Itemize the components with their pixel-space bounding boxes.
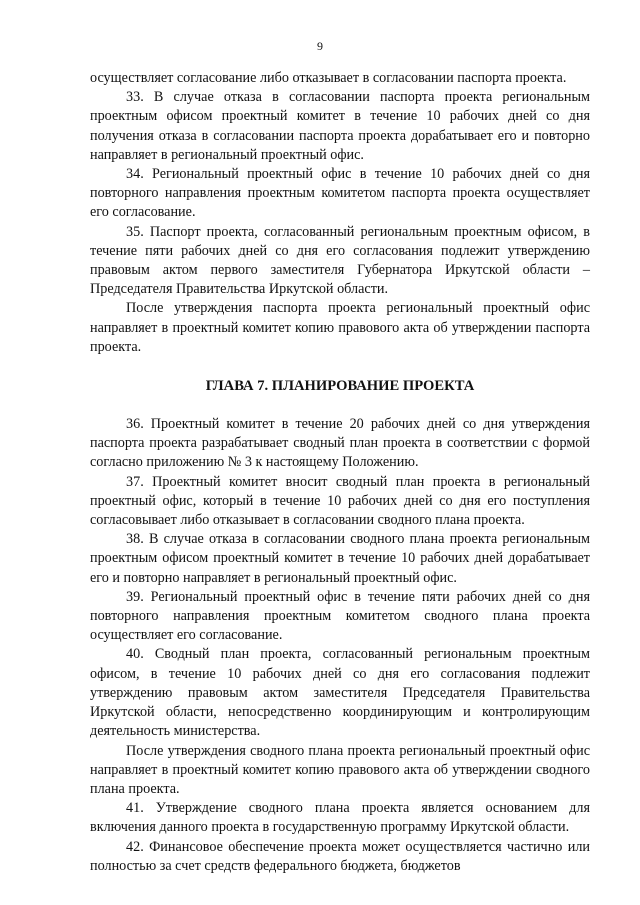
paragraph: 42. Финансовое обеспечение проекта может осуществляется частично или полностью за счет средств федерального бюджета, бюджетов bbox=[90, 838, 590, 874]
paragraph: 39. Региональный проектный офис в течение пяти рабочих дней со дня повторного направления проектным комитетом сводного плана проекта осуществляет его согласование. bbox=[90, 588, 590, 644]
paragraph: После утверждения паспорта проекта региональный проектный офис направляет в проектный комитет копию правового акта об утверждении паспорта проекта. bbox=[90, 300, 590, 355]
paragraph: 34. Региональный проектный офис в течение 10 рабочих дней со дня повторного направления проектным комитетом паспорта проекта осуществляет его согласование. bbox=[90, 166, 590, 221]
paragraph: 33. В случае отказа в согласовании паспорта проекта региональным проектным офисом проектный комитет в течение 10 рабочих дней со дня получения отказа в согласовании паспорта проекта дорабатывает его и повторно направляет в региональный проектный офис. bbox=[90, 89, 590, 163]
paragraph: 36. Проектный комитет в течение 20 рабочих дней со дня утверждения паспорта проекта разрабатывает сводный план проекта в соответствии с формой согласно приложению № 3 к настоящему Положению. bbox=[90, 416, 590, 471]
paragraph: 35. Паспорт проекта, согласованный региональным проектным офисом, в течение пяти рабочих дней со дня его согласования подлежит утверждению правовым актом первого заместителя Губернатора Иркутской области – Председателя Правительства Иркутской области. bbox=[90, 223, 590, 298]
paragraph: 41. Утверждение сводного плана проекта является основанием для включения данного проекта в государственную программу Иркутской области. bbox=[90, 800, 590, 836]
paragraph: 37. Проектный комитет вносит сводный план проекта в региональный проектный офис, который в течение 10 рабочих дней со дня его поступления согласовывает либо отказывает в согласовании сводного плана проекта. bbox=[90, 473, 590, 529]
paragraph: После утверждения сводного плана проекта региональный проектный офис направляет в проектный комитет копию правового акта об утверждении сводного плана проекта. bbox=[90, 742, 590, 797]
paragraph: осуществляет согласование либо отказывает в согласовании паспорта проекта. bbox=[90, 70, 567, 86]
chapter-heading: ГЛАВА 7. ПЛАНИРОВАНИЕ ПРОЕКТА bbox=[205, 378, 475, 395]
page-number: 9 bbox=[317, 39, 323, 53]
paragraph: 40. Сводный план проекта, согласованный региональным проектным офисом, в течение 10 рабочих дней со дня его согласования подлежит утверждению правовым актом заместителя Председателя Правительства Иркутской области, непосредственно координирующим и контролирующим деятельность министерства. bbox=[90, 646, 590, 740]
document-body bbox=[90, 69, 590, 876]
paragraph: 38. В случае отказа в согласовании сводного плана проекта региональным проектным офисом проектный комитет в течение 10 рабочих дней дорабатывает его и повторно направляет в региональный проектный офис. bbox=[90, 531, 590, 586]
